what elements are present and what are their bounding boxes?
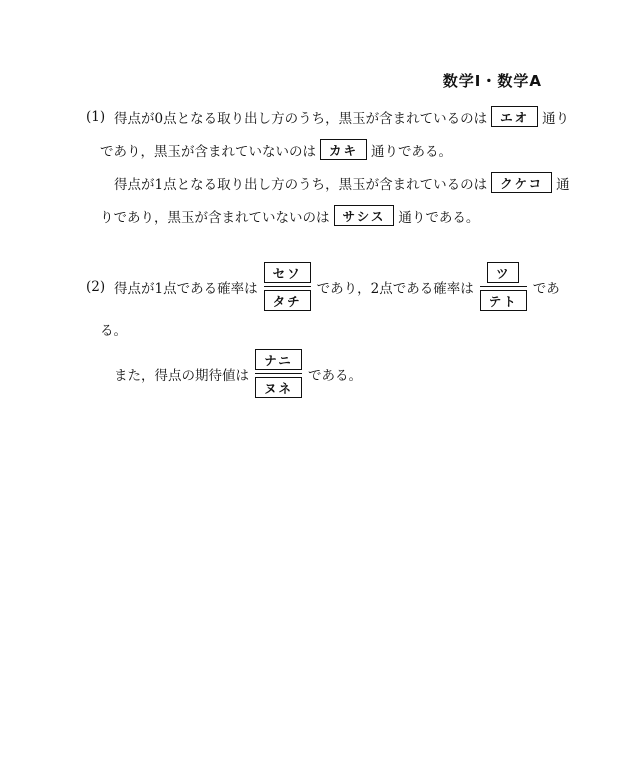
fraction-nani-nune xyxy=(255,349,302,398)
fraction-bar xyxy=(480,286,527,287)
answer-box-kaki: カキ xyxy=(320,139,367,160)
fraction-seso-tachi xyxy=(264,262,311,311)
q2-text-3a: また，得点の期待値は xyxy=(114,367,249,384)
answer-box-sashisu: サシス xyxy=(334,205,395,226)
answer-box-nune: ヌネ xyxy=(255,377,302,398)
answer-box-nani: ナニ xyxy=(255,349,302,370)
q1-line-1 xyxy=(86,106,569,127)
q2-text-1c: であ xyxy=(532,280,560,297)
q2-line-1 xyxy=(86,262,560,311)
q2-line-3 xyxy=(114,349,362,398)
answer-box-eo: エオ xyxy=(491,106,538,127)
q2-text-2: る。 xyxy=(100,323,127,339)
q1-text-4a: りであり，黒玉が含まれていないのは xyxy=(100,209,330,226)
q1-text-1a: 得点が0点となる取り出し方のうち，黒玉が含まれているのは xyxy=(114,110,488,127)
answer-box-teto: テト xyxy=(480,290,527,311)
page-header: 数学Ⅰ・数学A xyxy=(442,72,542,90)
q1-text-4b: 通りである。 xyxy=(398,209,480,226)
q2-text-3b: である。 xyxy=(308,367,363,384)
q1-line-4 xyxy=(100,205,479,226)
q1-text-2a: であり，黒玉が含まれていないのは xyxy=(100,143,316,160)
answer-box-seso: セソ xyxy=(264,262,311,283)
fraction-bar xyxy=(264,286,311,287)
q2-number: (2) xyxy=(86,278,106,295)
fraction-bar xyxy=(255,373,302,374)
q2-line-2 xyxy=(100,319,127,339)
q1-text-1b: 通り xyxy=(542,110,570,127)
q2-text-1b: であり，2点である確率は xyxy=(316,280,474,297)
q1-text-3a: 得点が1点となる取り出し方のうち，黒玉が含まれているのは xyxy=(114,176,488,193)
q1-number: (1) xyxy=(86,108,106,125)
q1-text-2b: 通りである。 xyxy=(371,143,453,160)
q2-text-1a: 得点が1点である確率は xyxy=(114,280,258,297)
fraction-tsu-teto xyxy=(480,262,527,311)
answer-box-tsu: ツ xyxy=(487,262,520,283)
q1-line-3 xyxy=(114,172,570,193)
answer-box-kukeko: クケコ xyxy=(491,172,552,193)
answer-box-tachi: タチ xyxy=(264,290,311,311)
q1-text-3b: 通 xyxy=(556,176,570,193)
q1-line-2 xyxy=(100,139,452,160)
